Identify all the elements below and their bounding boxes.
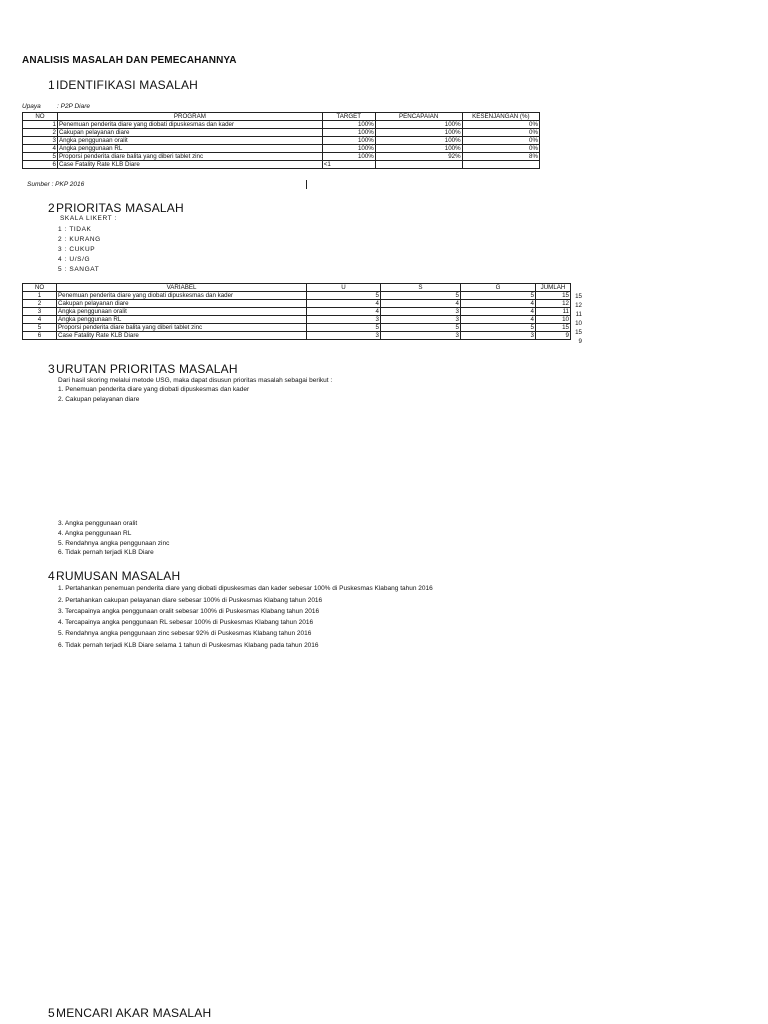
section-label: URUTAN PRIORITAS MASALAH — [56, 362, 238, 376]
col-header-jumlah: JUMLAH — [536, 284, 571, 292]
col-header-program: PROGRAM — [57, 113, 322, 121]
col-header-u: U — [307, 284, 381, 292]
cell-kesenjangan: 0% — [462, 129, 539, 137]
jumlah-copy-value: 9 — [578, 338, 582, 345]
document-title: ANALISIS MASALAH DAN PEMECAHANNYA — [22, 55, 237, 66]
cell-jumlah: 15 — [536, 292, 571, 300]
section-1-title — [48, 78, 198, 92]
cell-no: 4 — [23, 145, 58, 153]
section-4-title — [48, 569, 180, 583]
cell-program: Penemuan penderita diare yang diobati dipuskesmas dan kader — [57, 121, 322, 129]
section-label: IDENTIFIKASI MASALAH — [56, 78, 199, 92]
likert-title: SKALA LIKERT : — [60, 215, 117, 222]
cell-target: 100% — [322, 153, 375, 161]
cell-s: 3 — [381, 316, 461, 324]
cell-no: 1 — [23, 292, 57, 300]
table-row — [23, 316, 571, 324]
table-row — [23, 332, 571, 340]
likert-item: 5 : SANGAT — [58, 266, 100, 273]
cell-u: 5 — [307, 324, 381, 332]
cell-no: 6 — [23, 161, 58, 169]
section-number: 1 — [48, 78, 55, 92]
rumusan-item: 6. Tidak pernah terjadi KLB Diare selama 1 tahun di Puskesmas Klabang pada tahun 2016 — [58, 642, 319, 649]
jumlah-copy-value: 11 — [575, 311, 582, 318]
cell-pencapaian: 100% — [375, 137, 462, 145]
cell-u: 5 — [307, 292, 381, 300]
table-row — [23, 161, 540, 169]
table-row — [23, 308, 571, 316]
table-header-row — [23, 113, 540, 121]
identifikasi-table — [22, 112, 540, 169]
table-row — [23, 121, 540, 129]
cell-variabel: Angka penggunaan oralit — [57, 308, 307, 316]
section-number: 2 — [48, 201, 55, 215]
urutan-item: 1. Penemuan penderita diare yang diobati dipuskesmas dan kader — [58, 386, 250, 393]
col-header-pencapaian: PENCAPAIAN — [375, 113, 462, 121]
cell-u: 3 — [307, 332, 381, 340]
section-label: RUMUSAN MASALAH — [56, 569, 181, 583]
section-label: PRIORITAS MASALAH — [56, 201, 184, 215]
cell-no: 5 — [23, 153, 58, 161]
jumlah-copy-value: 10 — [575, 320, 582, 327]
col-header-s: S — [381, 284, 461, 292]
urutan-item: 4. Angka penggunaan RL — [58, 530, 132, 537]
jumlah-copy-column — [564, 292, 582, 346]
cell-jumlah: 15 — [536, 324, 571, 332]
likert-item: 4 : U/S/G — [58, 256, 91, 263]
col-header-g: G — [461, 284, 536, 292]
table-row — [23, 137, 540, 145]
urutan-item: 3. Angka penggunaan oralit — [58, 520, 138, 527]
cell-u: 3 — [307, 316, 381, 324]
cell-target: 100% — [322, 145, 375, 153]
col-header-target: TARGET — [322, 113, 375, 121]
cell-program: Cakupan pelayanan diare — [57, 129, 322, 137]
cell-kesenjangan: 0% — [462, 137, 539, 145]
upaya-label: Upaya — [22, 103, 41, 110]
cell-g: 4 — [461, 316, 536, 324]
cell-program: Angka penggunaan oralit — [57, 137, 322, 145]
section-number: 5 — [48, 1006, 55, 1020]
rumusan-item: 1. Pertahankan penemuan penderita diare yang diobati dipuskesmas dan kader sebesar 100% di Puskesmas Klabang tahun 2016 — [58, 585, 433, 592]
cell-s: 3 — [381, 332, 461, 340]
cell-variabel: Case Fatality Rate KLB Diare — [57, 332, 307, 340]
cell-no: 1 — [23, 121, 58, 129]
urutan-item: 5. Rendahnya angka penggunaan zinc — [58, 540, 170, 547]
cell-s: 3 — [381, 308, 461, 316]
cell-g: 4 — [461, 308, 536, 316]
cell-g: 5 — [461, 292, 536, 300]
cell-variabel: Cakupan pelayanan diare — [57, 300, 307, 308]
cell-pencapaian: 100% — [375, 121, 462, 129]
col-header-no: NO — [23, 284, 57, 292]
section-label: MENCARI AKAR MASALAH — [56, 1006, 212, 1020]
cell-pencapaian — [375, 161, 462, 169]
table-row — [23, 292, 571, 300]
col-header-variabel: VARIABEL — [57, 284, 307, 292]
cell-kesenjangan — [462, 161, 539, 169]
cell-target: 100% — [322, 121, 375, 129]
rumusan-item: 5. Rendahnya angka penggunaan zinc sebesar 92% di Puskesmas Klabang tahun 2016 — [58, 630, 312, 637]
cell-variabel: Proporsi penderita diare balita yang diberi tablet zinc — [57, 324, 307, 332]
cell-jumlah: 12 — [536, 300, 571, 308]
cell-kesenjangan: 0% — [462, 145, 539, 153]
sumber-note: Sumber : PKP 2016 — [27, 181, 85, 188]
cell-pencapaian: 92% — [375, 153, 462, 161]
section-5-title — [48, 1006, 211, 1020]
cell-kesenjangan: 0% — [462, 121, 539, 129]
section-number: 3 — [48, 362, 55, 376]
cell-s: 4 — [381, 300, 461, 308]
col-header-no: NO — [23, 113, 58, 121]
cell-no: 3 — [23, 137, 58, 145]
cell-u: 4 — [307, 300, 381, 308]
likert-item: 3 : CUKUP — [58, 246, 96, 253]
cell-no: 6 — [23, 332, 57, 340]
cell-g: 4 — [461, 300, 536, 308]
cell-g: 3 — [461, 332, 536, 340]
cell-g: 5 — [461, 324, 536, 332]
cell-u: 4 — [307, 308, 381, 316]
table-row — [23, 153, 540, 161]
likert-scale — [58, 215, 117, 275]
table-header-row — [23, 284, 571, 292]
cell-target: 100% — [322, 129, 375, 137]
likert-item: 1 : TIDAK — [58, 226, 92, 233]
section-3-title — [48, 362, 238, 376]
likert-item: 2 : KURANG — [58, 236, 101, 243]
cell-no: 3 — [23, 308, 57, 316]
rumusan-item: 2. Pertahankan cakupan pelayanan diare sebesar 100% di Puskesmas Klabang tahun 2016 — [58, 597, 323, 604]
cell-variabel: Angka penggunaan RL — [57, 316, 307, 324]
cell-jumlah: 9 — [536, 332, 571, 340]
prioritas-table — [22, 283, 571, 340]
rumusan-item: 4. Tercapainya angka penggunaan RL sebesar 100% di Puskesmas Klabang tahun 2016 — [58, 619, 314, 626]
table-row — [23, 324, 571, 332]
jumlah-copy-value: 15 — [575, 293, 582, 300]
cell-s: 5 — [381, 324, 461, 332]
table-divider — [306, 180, 307, 189]
urutan-item: 6. Tidak pernah terjadi KLB Diare — [58, 549, 154, 556]
cell-s: 5 — [381, 292, 461, 300]
cell-variabel: Penemuan penderita diare yang diobati dipuskesmas dan kader — [57, 292, 307, 300]
cell-kesenjangan: 8% — [462, 153, 539, 161]
rumusan-item: 3. Tercapainya angka penggunaan oralit sebesar 100% di Puskesmas Klabang tahun 2016 — [58, 608, 320, 615]
urutan-item: 2. Cakupan pelayanan diare — [58, 396, 140, 403]
cell-jumlah: 10 — [536, 316, 571, 324]
cell-program: Angka penggunaan RL — [57, 145, 322, 153]
section-2-title — [48, 201, 184, 215]
urutan-intro: Dari hasil skoring melalui metode USG, maka dapat disusun prioritas masalah sebagai berikut : — [58, 377, 333, 384]
table-row — [23, 129, 540, 137]
cell-program: Proporsi penderita diare balita yang diberi tablet zinc — [57, 153, 322, 161]
upaya-value: : P2P Diare — [57, 103, 90, 110]
cell-jumlah: 11 — [536, 308, 571, 316]
cell-target: <1 — [322, 161, 375, 169]
jumlah-copy-value: 12 — [575, 302, 582, 309]
table-row — [23, 300, 571, 308]
cell-pencapaian: 100% — [375, 129, 462, 137]
section-number: 4 — [48, 569, 55, 583]
col-header-kesenjangan: KESENJANGAN (%) — [462, 113, 539, 121]
cell-no: 2 — [23, 129, 58, 137]
cell-pencapaian: 100% — [375, 145, 462, 153]
cell-no: 5 — [23, 324, 57, 332]
cell-no: 4 — [23, 316, 57, 324]
jumlah-copy-value: 15 — [575, 329, 582, 336]
cell-no: 2 — [23, 300, 57, 308]
cell-program: Case Fatality Rate KLB Diare — [57, 161, 322, 169]
table-row — [23, 145, 540, 153]
cell-target: 100% — [322, 137, 375, 145]
